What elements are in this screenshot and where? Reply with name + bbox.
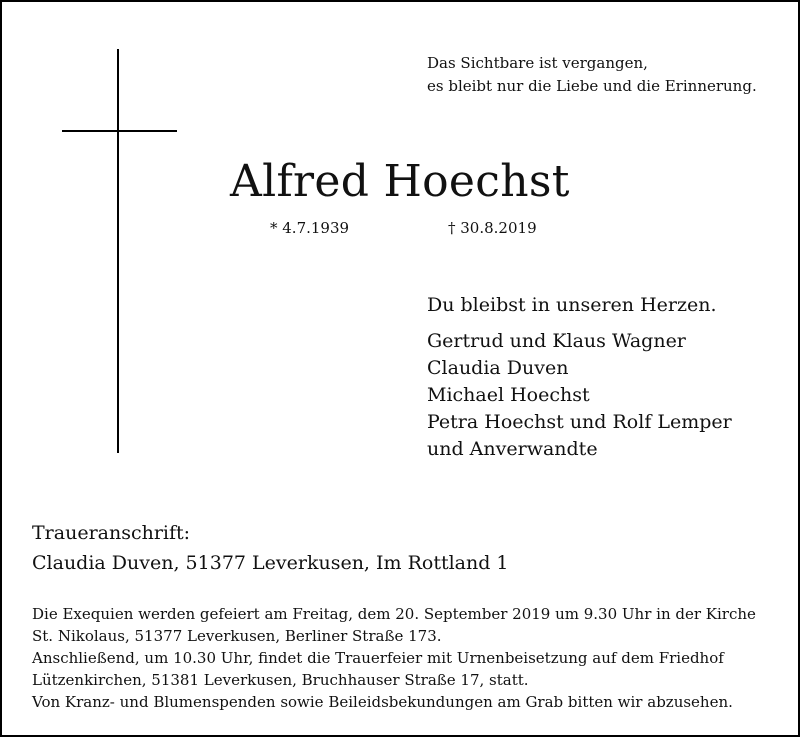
address-value: Claudia Duven, 51377 Leverkusen, Im Rottland 1 xyxy=(32,552,509,574)
birth-date: * 4.7.1939 xyxy=(270,219,350,237)
address-label: Traueranschrift: xyxy=(32,522,191,544)
quote-line: es bleibt nur die Liebe und die Erinnerung. xyxy=(427,77,757,95)
cross-icon-crossbar xyxy=(62,130,177,132)
cross-icon xyxy=(117,49,119,453)
mourner-name: und Anverwandte xyxy=(427,438,598,460)
details-line: Die Exequien werden gefeiert am Freitag, dem 20. September 2019 um 9.30 Uhr in der Kirche xyxy=(32,605,756,623)
mourner-name: Petra Hoechst und Rolf Lemper xyxy=(427,411,732,433)
details-line: Lützenkirchen, 51381 Leverkusen, Bruchhauser Straße 17, statt. xyxy=(32,671,529,689)
details-line: Von Kranz- und Blumenspenden sowie Beileidsbekundungen am Grab bitten wir abzusehen. xyxy=(32,693,733,711)
details-line: Anschließend, um 10.30 Uhr, findet die Trauerfeier mit Urnenbeisetzung auf dem Friedhof xyxy=(32,649,724,667)
death-date: † 30.8.2019 xyxy=(448,219,537,237)
mourner-name: Michael Hoechst xyxy=(427,384,590,406)
details-line: St. Nikolaus, 51377 Leverkusen, Berliner Straße 173. xyxy=(32,627,442,645)
service-details xyxy=(32,603,792,713)
quote-line: Das Sichtbare ist vergangen, xyxy=(427,54,648,72)
mourner-name: Claudia Duven xyxy=(427,357,569,379)
deceased-name: Alfred Hoechst xyxy=(230,156,570,207)
memorial-quote xyxy=(427,52,757,98)
farewell-line: Du bleibst in unseren Herzen. xyxy=(427,294,717,316)
mourner-name: Gertrud und Klaus Wagner xyxy=(427,330,686,352)
mourners-list xyxy=(427,328,732,463)
